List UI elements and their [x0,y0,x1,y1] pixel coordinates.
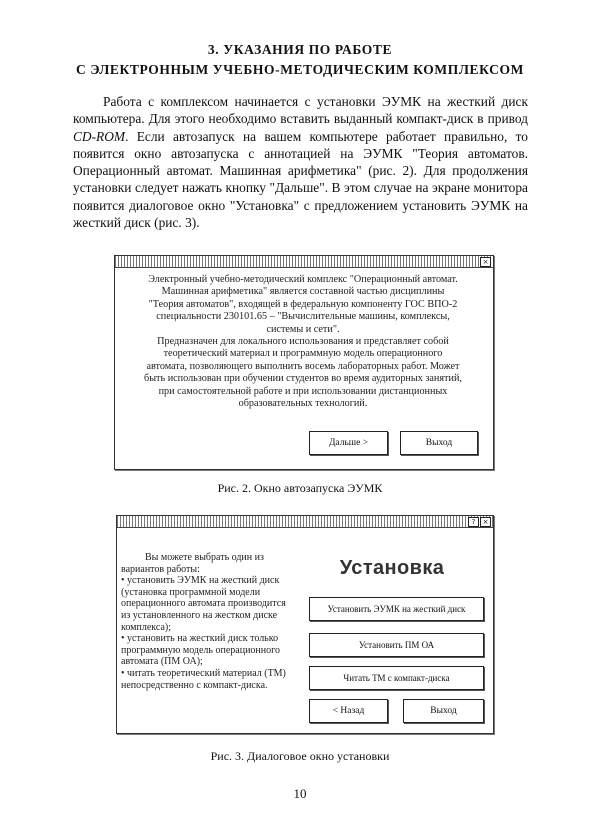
paragraph-part1: Работа с комплексом начинается с установки ЭУМК на жесткий диск компьютера. Для этого необходимо вставить выданный компакт-диск в привод [73,94,528,127]
autorun-titlebar[interactable] [115,256,493,268]
figure-caption-3: Рис. 3. Диалоговое окно установки [210,749,390,763]
option-install-pm-text: • установить на жесткий диск только программную модель операционного автомата (ПМ ОА); [121,633,280,668]
section-heading-line2: С ЭЛЕКТРОННЫМ УЧЕБНО-МЕТОДИЧЕСКИМ КОМПЛЕКСОМ [76,62,524,77]
autorun-window [114,255,494,470]
option-install-umk-text: • установить ЭУМК на жесткий диск (установка программной модели операционного автомата производится из установленного на жестком диске комплекса); [121,575,286,633]
annotation-text-1: Электронный учебно-методический комплекс "Операционный автомат. Машинная арифметика" является составной частью дисциплины "Теория автоматов", входящей в федеральную компоненту ГОС ВПО-2 специальности 230101.65 – "Вычислительные машины, комплексы, системы и сети". [148,274,458,335]
install-umk-button[interactable]: Установить ЭУМК на жесткий диск [309,597,484,621]
page-number: 10 [293,786,307,801]
next-button[interactable]: Дальше > [309,431,388,455]
options-intro: Вы можете выбрать один из вариантов работы: [121,552,264,575]
close-icon[interactable]: × [480,517,491,527]
cdrom-term: CD-ROM [73,128,126,144]
option-read-tm-text: • читать теоретический материал (ТМ) непосредственно с компакт-диска. [121,667,286,691]
help-icon[interactable]: ? [468,517,479,527]
paragraph-part2: . Если автозапуск на вашем компьютере работает правильно, то появится окно автозапуска с аннотацией на ЭУМК "Теория автоматов. Операционный автомат. Машинная арифметика" (рис. 2). Для продолжения установки следует нажать кнопку "Дальше". В этом случае на экране монитора появится диалоговое окно "Установка" с предложением установить ЭУМК на жесткий диск (рис. 3). [73,128,528,231]
exit-button[interactable]: Выход [403,699,484,723]
install-pm-button[interactable]: Установить ПМ ОА [309,633,484,657]
annotation-text-2: Предназначен для локального использования и представляет собой теоретический материал и программную модель операционного автомата, позволяющего выполнить восемь лабораторных работ. Может быть использован при обучении студентов во время аудиторных занятий, при самостоятельной работе и при использовании дистанционных образовательных технологий. [144,336,462,410]
options-description [121,552,295,691]
install-titlebar[interactable] [117,516,493,528]
read-tm-button[interactable]: Читать ТМ с компакт-диска [309,666,484,690]
figure-caption-2: Рис. 2. Окно автозапуска ЭУМК [217,481,383,495]
close-icon[interactable]: × [480,257,491,267]
dialog-title: Установка [339,557,445,579]
section-heading-line1: 3. УКАЗАНИЯ ПО РАБОТЕ [207,42,393,57]
exit-button[interactable]: Выход [400,431,478,455]
install-dialog-window [116,515,494,734]
annotation-text [143,274,463,410]
intro-paragraph [73,93,528,231]
back-button[interactable]: < Назад [309,699,388,723]
